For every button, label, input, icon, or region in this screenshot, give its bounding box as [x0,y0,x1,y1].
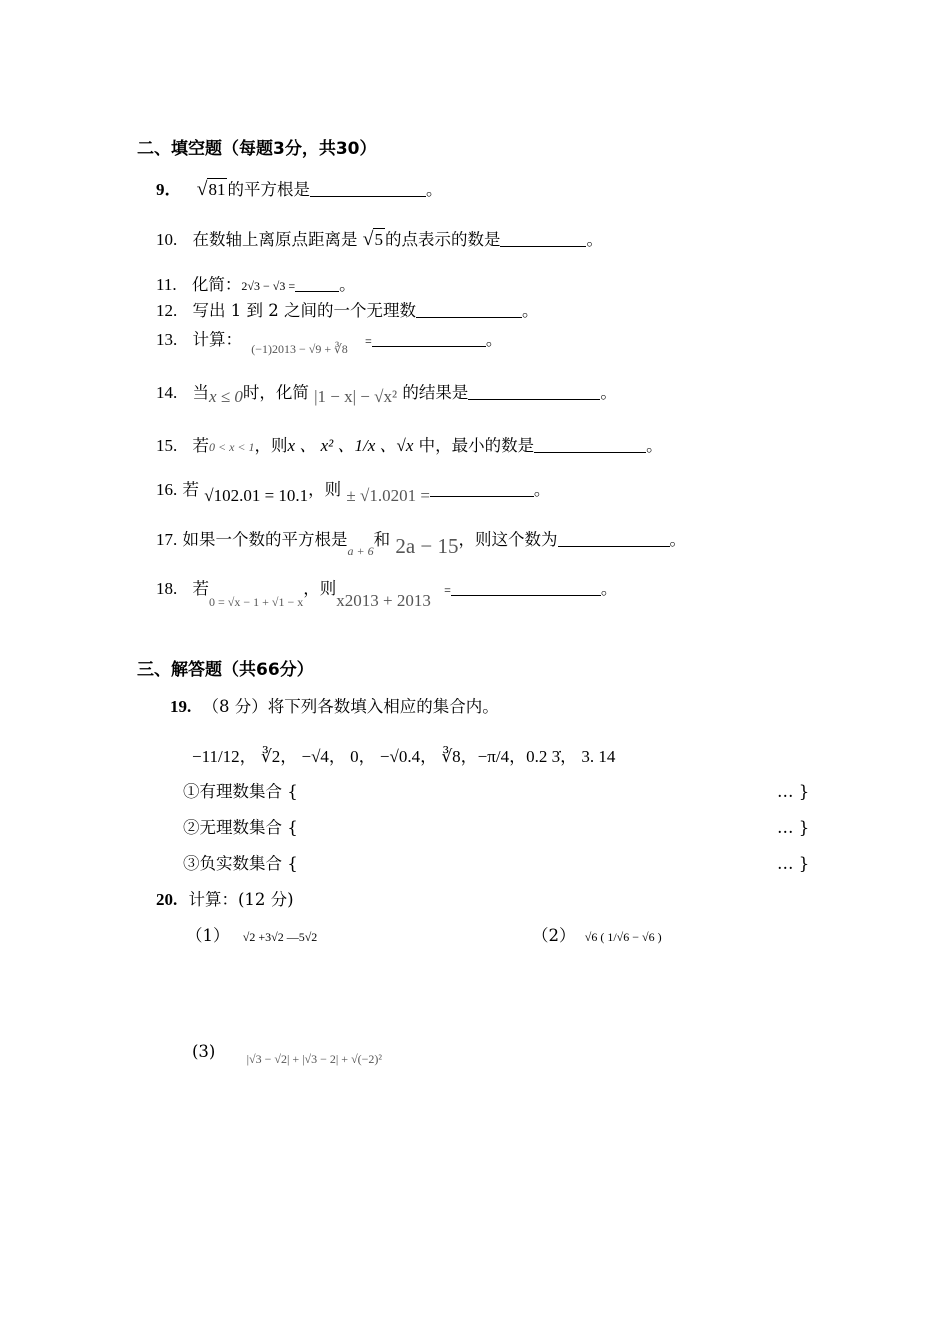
q13-end: 。 [485,330,503,349]
question-11 [156,276,356,294]
q12-number: 12. [156,301,178,320]
q20-part-3-expression: |√3 − √2| + |√3 − 2| + √(−2)² [246,1052,383,1066]
q16-text-b: ，则 [308,480,342,499]
q14-end: 。 [600,383,617,402]
q17-number: 17. [156,530,178,549]
q19-set-negative-real-tail: … } [777,854,810,873]
q19-set-irrational: ②无理数集合 { [183,818,298,837]
q15-end: 。 [646,436,663,455]
question-19 [170,698,499,716]
q16-text-a: 若 [182,480,199,499]
q20-text: 计算：(12 分) [188,890,294,909]
q10-answer-blank[interactable] [500,245,586,247]
q18-end: 。 [600,579,618,598]
q14-text-c: 的结果是 [402,383,469,402]
q17-answer-blank[interactable] [558,545,670,547]
q20-part-3-label: (3) [192,1042,216,1061]
q17-text-a: 如果一个数的平方根是 [182,530,348,549]
q10-text-a: 在数轴上离原点距离是 [192,230,358,249]
question-9 [156,180,442,200]
q17-end: 。 [669,530,687,549]
question-16 [156,480,551,505]
q20-part-2 [532,928,662,945]
q14-number: 14. [156,383,178,402]
q10-sqrt-5: √5 [362,229,383,250]
q10-number: 10. [156,230,178,249]
q16-answer-blank[interactable] [430,495,534,497]
q9-answer-blank[interactable] [310,195,426,197]
q14-answer-blank[interactable] [468,398,600,400]
q13-answer-blank[interactable] [372,345,486,347]
q18-equals: = [444,583,451,597]
q14-text-a: 当 [192,383,209,402]
q20-part-1 [186,928,317,945]
q20-part-2-expression: √6 ( 1/√6 − √6 ) [584,930,662,944]
q18-number: 18. [156,579,178,598]
q13-equals: = [365,334,372,348]
q15-condition: 0 < x < 1 [209,440,255,454]
section2-title: 二、填空题（每题3分，共30） [137,139,377,159]
q11-end: 。 [339,275,356,294]
q18-text-b: ，则 [303,579,337,598]
q11-text: 化简： [191,275,242,294]
q19-set-rational-tail: … } [777,782,810,801]
q18-expression-2: x2013 + 2013 [336,591,431,610]
q20-part-1-label: （1） [186,926,230,945]
q14-text-b: 时，化简 [242,383,309,402]
q16-number: 16. [156,480,178,499]
q20-part-1-expression: √2 +3√2 —5√2 [242,930,318,944]
question-17 [156,528,687,558]
q14-expression: |1 − x| − √x² [314,387,398,406]
q17-text-b: 和 [373,530,391,549]
question-20 [156,891,294,909]
q11-number: 11. [156,275,177,294]
q12-text: 写出 1 到 2 之间的一个无理数 [192,301,416,320]
q13-text: 计算： [192,330,242,349]
q16-end: 。 [533,480,551,499]
q17-text-c: ，则这个数为 [458,530,558,549]
q9-sqrt-81: √81 [196,179,226,200]
q12-end: 。 [521,301,539,320]
q19-number-list: −11/12， ∛2， −√4， 0， −√0.4， ∛8，−π/4，0.2 3̇， 3. 14 [192,747,616,766]
q19-set-negative-real: ③负实数集合 { [183,854,298,873]
q12-answer-blank[interactable] [416,316,522,318]
q13-number: 13. [156,330,178,349]
q10-end: 。 [586,230,603,249]
q19-set-rational: ①有理数集合 { [183,782,298,801]
q15-answer-blank[interactable] [534,451,646,453]
q9-number: 9． [156,180,182,199]
q16-expression-2: ± √1.0201 = [346,486,430,505]
question-13 [156,330,503,356]
section3-title: 三、解答题（共66分） [137,660,314,680]
q18-answer-blank[interactable] [451,594,601,596]
q15-text-a: 若 [192,436,209,455]
q15-text-b: ，则 [254,436,288,455]
q15-number: 15. [156,436,178,455]
q13-expression: (−1)2013 − √9 + ∛8 [251,342,348,356]
question-10 [156,230,603,250]
q20-part-2-label: （2） [532,926,576,945]
question-15 [156,437,663,455]
q11-expression: 2√3 − √3 = [241,279,296,293]
q19-number: 19. [170,697,192,716]
q19-text: （8 分）将下列各数填入相应的集合内。 [202,697,499,716]
q18-expression-1: 0 = √x − 1 + √1 − x [209,595,304,609]
q9-text: 的平方根是 [227,180,310,199]
q15-items: x 、 x² 、1/x 、√x [287,436,414,455]
q19-set-irrational-tail: … } [777,818,810,837]
q10-text-b: 的点表示的数是 [384,230,501,249]
q18-text-a: 若 [192,579,209,598]
q14-condition: x ≤ 0 [209,387,243,406]
q16-expression-1: √102.01 = 10.1 [204,486,309,505]
q15-text-c: 中，最小的数是 [418,436,535,455]
question-18 [156,579,618,610]
q9-end: 。 [425,180,443,199]
q11-answer-blank[interactable] [295,290,339,292]
q20-part-3 [192,1042,383,1066]
q17-expression-2: 2a − 15 [395,534,459,558]
question-14 [156,383,617,406]
q20-number: 20. [156,890,178,909]
question-12 [156,302,538,320]
q17-expression-1: a + 6 [347,544,374,558]
